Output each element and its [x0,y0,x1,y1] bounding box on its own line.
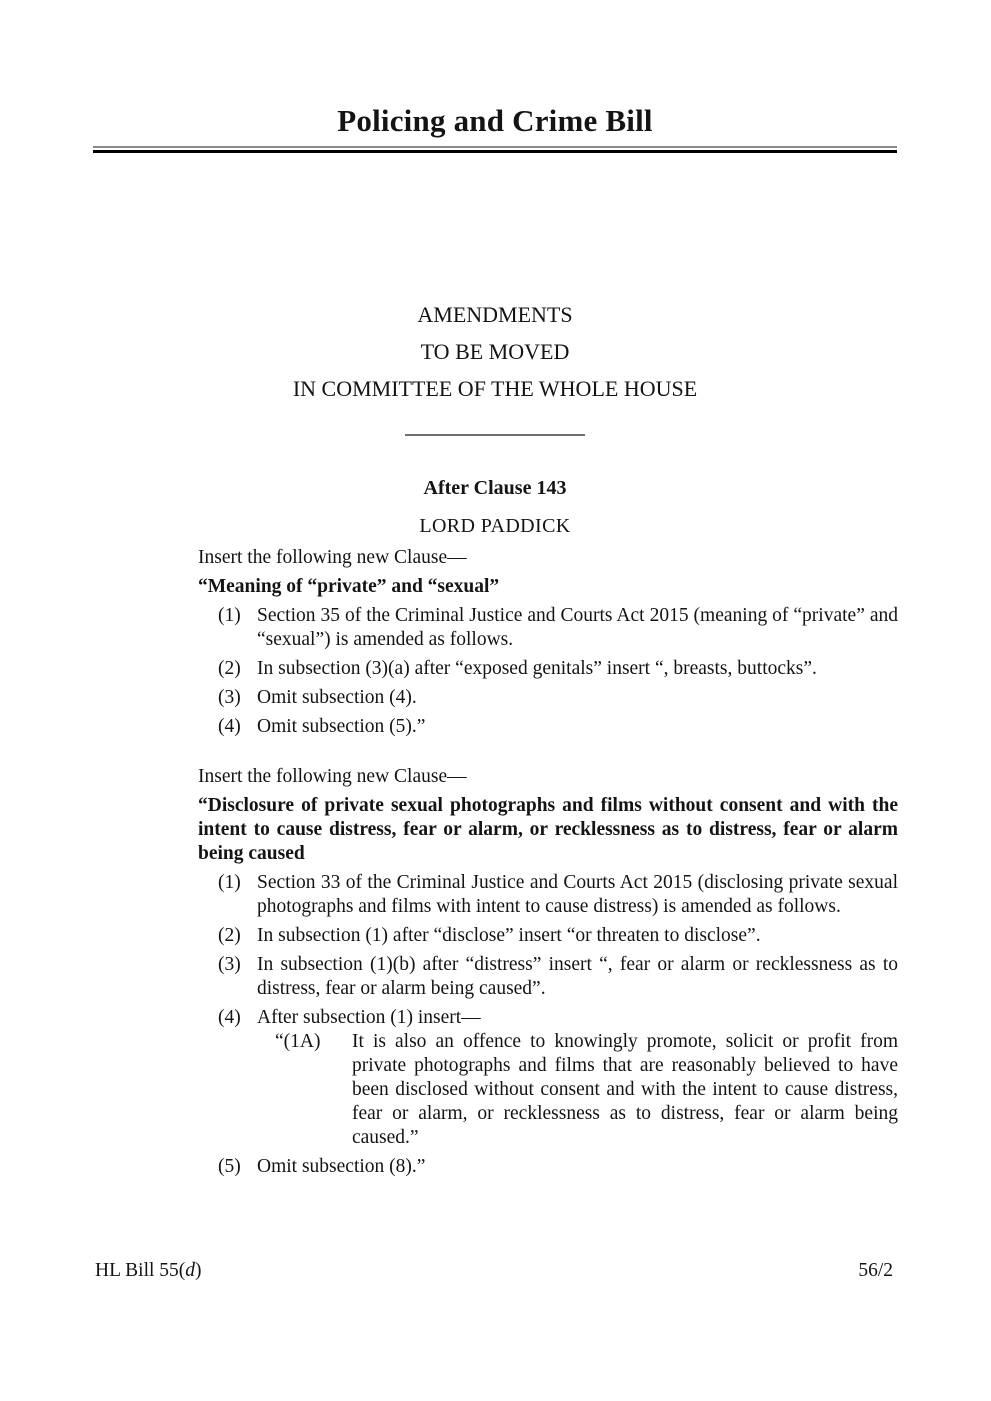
session-heading-line: IN COMMITTEE OF THE WHOLE HOUSE [292,376,698,401]
subsection-text: In subsection (1)(b) after “distress” insert “, fear or alarm or recklessness as to distress, fear or alarm being caused”. [257,954,898,999]
amendments-body [198,546,898,1179]
subsection-number: (4) [218,716,241,737]
subsection-number: (1) [218,872,241,893]
clause-subsection [198,1006,898,1150]
inserted-subsection [275,1030,898,1150]
inserted-subsection-text: It is also an offence to knowingly promote, solicit or profit from private photographs and films that are reasonably believed to have been disclosed without consent and with the intent to cause distress, fear or alarm, or recklessness as to distress, fear or alarm being caused.” [352,1031,898,1148]
subsection-number: (3) [218,687,241,708]
amendment-clause-list [198,871,898,1179]
subsection-number: (5) [218,1156,241,1177]
subsection-number: (4) [218,1007,241,1028]
subsection-text: Section 35 of the Criminal Justice and Courts Act 2015 (meaning of “private” and “sexual”) is amended as follows. [257,605,898,650]
new-clause-heading: “Disclosure of private sexual photographs and films without consent and with the intent to cause distress, fear or alarm, or recklessness as to distress, fear or alarm being caused [198,795,898,864]
session-heading-line: TO BE MOVED [420,339,570,364]
footer-sheet-number: 56/2 [858,1260,893,1281]
footer-bill-reference [95,1260,202,1282]
subsection-number: (3) [218,954,241,975]
subsection-text: Omit subsection (8).” [257,1156,426,1177]
bill-ref-series-letter: d [185,1260,196,1281]
amendment-instruction: Insert the following new Clause— [198,547,467,568]
clause-subsection [198,871,898,919]
subsection-text: Omit subsection (5).” [257,716,426,737]
clause-subsection [198,1155,898,1179]
bill-ref-prefix: HL Bill 55( [95,1260,186,1281]
subsection-text: In subsection (3)(a) after “exposed genitals” insert “, breasts, buttocks”. [257,658,817,679]
clause-marker: After Clause 143 [423,477,567,499]
subsection-text: After subsection (1) insert— [257,1007,481,1028]
bill-ref-suffix: ) [195,1260,202,1281]
subsection-number: (2) [218,658,241,679]
clause-subsection [198,924,898,948]
amendment-instruction: Insert the following new Clause— [198,766,467,787]
new-clause-heading: “Meaning of “private” and “sexual” [198,576,500,597]
title-double-rule [93,146,897,153]
clause-subsection [198,604,898,652]
subsection-text: Section 33 of the Criminal Justice and Courts Act 2015 (disclosing private sexual photographs and films with intent to cause distress) is amended as follows. [257,872,898,917]
mover-name: LORD PADDICK [419,515,571,537]
session-heading-block [93,304,897,415]
subsection-text: Omit subsection (4). [257,687,417,708]
amendment-clause-list [198,604,898,739]
clause-subsection [198,657,898,681]
section-divider-rule [405,434,585,436]
clause-subsection [198,715,898,739]
inserted-subsection-number: “(1A) [275,1031,321,1052]
session-heading-line: AMENDMENTS [417,302,573,327]
clause-subsection [198,953,898,1001]
bill-title: Policing and Crime Bill [337,103,653,138]
subsection-number: (2) [218,925,241,946]
subsection-text: In subsection (1) after “disclose” insert “or threaten to disclose”. [257,925,761,946]
clause-subsection [198,686,898,710]
subsection-number: (1) [218,605,241,626]
